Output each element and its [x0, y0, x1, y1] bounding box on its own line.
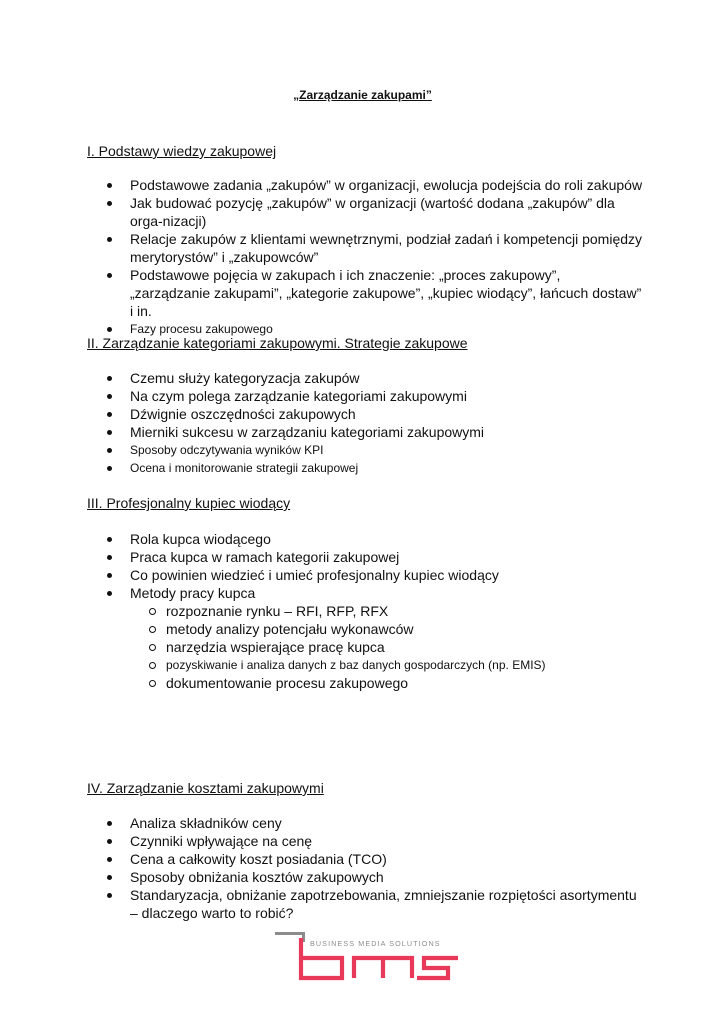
sub-list-item: rozpoznanie rynku – RFI, RFP, RFX	[149, 602, 644, 620]
list-item: Praca kupca w ramach kategorii zakupowej	[104, 548, 644, 566]
bullet-icon	[107, 857, 112, 862]
section-4-list	[104, 814, 644, 922]
list-item: Sposoby obniżania kosztów zakupowych	[104, 868, 644, 886]
sub-list-item: narzędzia wspierające pracę kupca	[149, 638, 644, 656]
bullet-icon	[107, 875, 112, 880]
list-item: Rola kupca wiodącego	[104, 530, 644, 548]
bullet-icon	[107, 430, 112, 435]
logo-tagline: BUSINESS MEDIA SOLUTIONS	[310, 939, 441, 948]
bullet-icon	[107, 821, 112, 826]
document-title: „Zarządzanie zakupami”	[293, 88, 432, 102]
section-2-list	[104, 369, 644, 477]
list-item: Podstawowe zadania „zakupów” w organizacji, ewolucja podejścia do roli zakupów	[104, 176, 644, 194]
bullet-icon	[107, 394, 112, 399]
list-item: Czemu służy kategoryzacja zakupów	[104, 369, 644, 387]
bullet-icon	[107, 327, 112, 332]
section-heading: II. Zarządzanie kategoriami zakupowymi. Strategie zakupowe	[87, 335, 468, 351]
bullet-icon	[107, 376, 112, 381]
sub-list-item: metody analizy potencjału wykonawców	[149, 620, 644, 638]
list-item: Czynniki wpływające na cenę	[104, 832, 644, 850]
bullet-icon	[107, 591, 112, 596]
section-3	[87, 494, 647, 512]
section-1-list	[104, 176, 644, 338]
list-item: Sposoby odczytywania wyników KPI	[104, 441, 644, 459]
list-item: Standaryzacja, obniżanie zapotrzebowania, zmniejszanie rozpiętości asortymentu – dlaczego warto to robić?	[104, 886, 644, 922]
bullet-icon	[107, 839, 112, 844]
sub-list-item: dokumentowanie procesu zakupowego	[149, 674, 644, 692]
logo-gray-bar	[275, 932, 305, 935]
bullet-icon	[107, 412, 112, 417]
bullet-icon	[107, 183, 112, 188]
circle-bullet-icon	[149, 626, 156, 633]
list-item: Co powinien wiedzieć i umieć profesjonalny kupiec wiodący	[104, 566, 644, 584]
section-heading: IV. Zarządzanie kosztami zakupowymi	[87, 780, 324, 796]
list-item: Na czym polega zarządzanie kategoriami zakupowymi	[104, 387, 644, 405]
bullet-icon	[107, 201, 112, 206]
bullet-icon	[107, 555, 112, 560]
bullet-icon	[107, 893, 112, 898]
list-item: Mierniki sukcesu w zarządzaniu kategoriami zakupowymi	[104, 423, 644, 441]
list-item: Jak budować pozycję „zakupów” w organizacji (wartość dodana „zakupów” dla orga-nizacji)	[104, 194, 644, 230]
bms-logo	[272, 932, 462, 992]
bullet-icon	[107, 273, 112, 278]
section-heading: I. Podstawy wiedzy zakupowej	[87, 143, 277, 159]
list-item: Fazy procesu zakupowego	[104, 320, 644, 338]
bullet-icon	[107, 537, 112, 542]
bullet-icon	[107, 448, 112, 453]
list-item: Cena a całkowity koszt posiadania (TCO)	[104, 850, 644, 868]
bullet-icon	[107, 573, 112, 578]
circle-bullet-icon	[149, 680, 156, 687]
section-3-list	[104, 530, 644, 692]
section-2	[87, 334, 647, 352]
bullet-icon	[107, 237, 112, 242]
section-1	[87, 142, 647, 160]
list-item: Ocena i monitorowanie strategii zakupowej	[104, 459, 644, 477]
section-heading: III. Profesjonalny kupiec wiodący	[87, 495, 291, 511]
list-item: Metody pracy kupca rozpoznanie rynku – RFI, RFP, RFX metody analizy potencjału wykonawców narzędzia wspierające pracę kupca pozyskiwanie i analiza danych z baz danych gospodarczych (np. EMIS) dokumentowanie procesu zakupowego	[104, 584, 644, 692]
list-item: Podstawowe pojęcia w zakupach i ich znaczenie: „proces zakupowy”, „zarządzanie zakupami”, „kategorie zakupowe”, „kupiec wiodący”, łańcuch dostaw” i in.	[104, 266, 644, 320]
circle-bullet-icon	[149, 608, 156, 615]
circle-bullet-icon	[149, 644, 156, 651]
sub-list	[130, 602, 644, 692]
list-item: Relacje zakupów z klientami wewnętrznymi, podział zadań i kompetencji pomiędzy merytorystów” i „zakupowców”	[104, 230, 644, 266]
list-item: Analiza składników ceny	[104, 814, 644, 832]
circle-bullet-icon	[149, 662, 156, 669]
sub-list-item: pozyskiwanie i analiza danych z baz danych gospodarczych (np. EMIS)	[149, 656, 644, 674]
list-item: Dźwignie oszczędności zakupowych	[104, 405, 644, 423]
section-4	[87, 779, 647, 797]
bullet-icon	[107, 466, 112, 471]
